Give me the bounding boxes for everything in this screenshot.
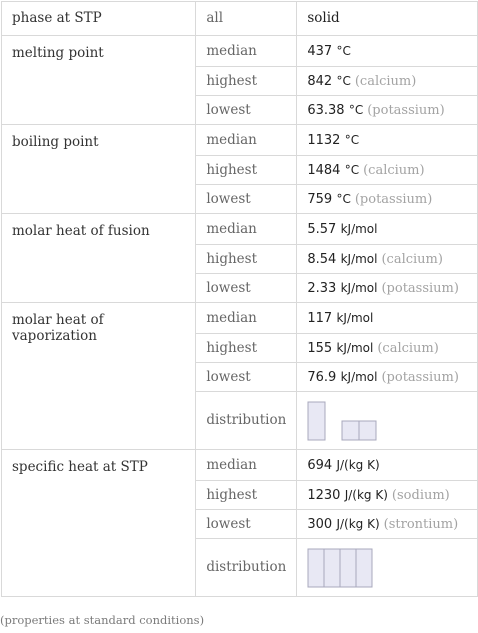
histogram-bar xyxy=(308,402,325,440)
statistic-label: all xyxy=(196,2,297,36)
value-cell xyxy=(297,245,478,274)
statistic-label: lowest xyxy=(196,96,297,125)
table-row xyxy=(2,450,478,481)
value-cell xyxy=(297,96,478,125)
value-cell xyxy=(297,481,478,510)
value-unit: °C xyxy=(348,102,364,117)
property-label: phase at STP xyxy=(2,2,196,36)
footnote: (properties at standard conditions) xyxy=(0,613,205,627)
value-number: 63.38 xyxy=(307,102,345,118)
value-note: (strontium) xyxy=(383,516,459,532)
value-cell xyxy=(297,303,478,334)
value-number: 2.33 xyxy=(307,280,337,296)
statistic-label: highest xyxy=(196,156,297,185)
value-note: (calcium) xyxy=(354,73,417,89)
histogram-bar xyxy=(342,421,359,440)
specific-heat-distribution-histogram xyxy=(307,547,377,589)
value-number: 1230 xyxy=(307,487,341,503)
value-unit: kJ/mol xyxy=(336,340,374,355)
property-label: molar heat of fusion xyxy=(2,214,196,303)
statistic-label: median xyxy=(196,214,297,245)
statistic-label: median xyxy=(196,36,297,67)
value-text: solid xyxy=(307,10,340,27)
histogram-bar xyxy=(340,549,356,587)
value-unit: °C xyxy=(336,191,351,206)
table-row xyxy=(2,125,478,156)
table-row xyxy=(2,303,478,334)
value-cell xyxy=(297,363,478,392)
value-cell xyxy=(297,67,478,96)
value-unit: J/(kg K) xyxy=(336,516,380,531)
statistic-label: highest xyxy=(196,481,297,510)
value-unit: kJ/mol xyxy=(336,310,374,325)
value-number: 437 xyxy=(307,43,333,59)
value-number: 300 xyxy=(307,516,333,532)
property-label: molar heat of vaporization xyxy=(2,303,196,450)
value-unit: kJ/mol xyxy=(340,369,378,384)
value-cell xyxy=(297,156,478,185)
statistic-label: highest xyxy=(196,245,297,274)
value-cell xyxy=(297,450,478,481)
value-number: 8.54 xyxy=(307,251,337,267)
value-unit: °C xyxy=(336,43,351,58)
value-note: (potassium) xyxy=(354,191,433,207)
properties-table xyxy=(1,1,478,597)
value-number: 1132 xyxy=(307,132,341,148)
value-number: 759 xyxy=(307,191,333,207)
value-number: 76.9 xyxy=(307,369,337,385)
property-label: melting point xyxy=(2,36,196,125)
statistic-label: highest xyxy=(196,334,297,363)
histogram-bar xyxy=(308,549,324,587)
value-unit: kJ/mol xyxy=(340,280,378,295)
value-unit: °C xyxy=(344,132,360,147)
value-cell xyxy=(297,510,478,539)
table-row xyxy=(2,214,478,245)
value-note: (potassium) xyxy=(381,280,459,296)
vaporization-distribution-histogram xyxy=(307,400,377,442)
statistic-label: median xyxy=(196,125,297,156)
value-unit: °C xyxy=(344,162,360,177)
statistic-label: lowest xyxy=(196,363,297,392)
value-cell xyxy=(297,274,478,303)
distribution-cell xyxy=(297,539,478,597)
statistic-label: distribution xyxy=(196,539,297,597)
value-note: (calcium) xyxy=(381,251,443,267)
value-cell xyxy=(297,125,478,156)
value-unit: kJ/mol xyxy=(340,221,378,236)
value-number: 694 xyxy=(307,457,333,473)
value-unit: J/(kg K) xyxy=(344,487,388,502)
statistic-label: lowest xyxy=(196,510,297,539)
value-note: (potassium) xyxy=(367,102,445,118)
value-unit: kJ/mol xyxy=(340,251,378,266)
property-label: specific heat at STP xyxy=(2,450,196,597)
histogram-bar xyxy=(359,421,376,440)
value-number: 842 xyxy=(307,73,333,89)
table-row xyxy=(2,2,478,36)
statistic-label: highest xyxy=(196,67,297,96)
value-number: 155 xyxy=(307,340,333,356)
value-note: (calcium) xyxy=(377,340,439,356)
statistic-label: lowest xyxy=(196,274,297,303)
value-note: (calcium) xyxy=(363,162,425,178)
distribution-cell xyxy=(297,392,478,450)
value-number: 5.57 xyxy=(307,221,337,237)
value-unit: °C xyxy=(336,73,351,88)
value-cell xyxy=(297,2,478,36)
value-unit: J/(kg K) xyxy=(336,457,380,472)
histogram-bar xyxy=(324,549,340,587)
value-cell xyxy=(297,334,478,363)
property-label: boiling point xyxy=(2,125,196,214)
value-cell xyxy=(297,36,478,67)
value-number: 117 xyxy=(307,310,333,326)
value-cell xyxy=(297,185,478,214)
value-note: (potassium) xyxy=(381,369,459,385)
histogram-bar xyxy=(356,549,372,587)
statistic-label: lowest xyxy=(196,185,297,214)
value-number: 1484 xyxy=(307,162,341,178)
value-note: (sodium) xyxy=(391,487,450,503)
value-cell xyxy=(297,214,478,245)
table-row xyxy=(2,36,478,67)
statistic-label: distribution xyxy=(196,392,297,450)
statistic-label: median xyxy=(196,450,297,481)
statistic-label: median xyxy=(196,303,297,334)
